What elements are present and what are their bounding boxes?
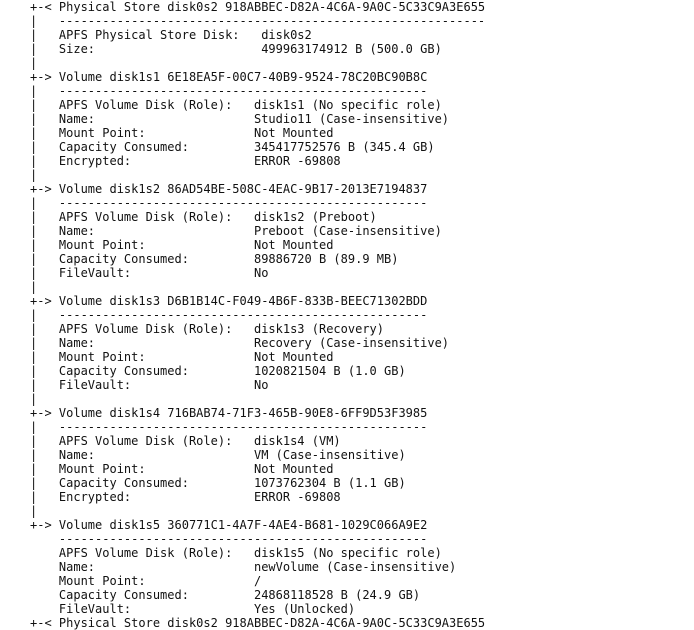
terminal-line: +-> Volume disk1s4 716BAB74-71F3-465B-90E8-6FF9D53F3985 — [30, 406, 428, 420]
terminal-line: | FileVault: No — [30, 378, 269, 392]
terminal-line: | APFS Volume Disk (Role): disk1s4 (VM) — [30, 434, 341, 448]
terminal-line: +-< Physical Store disk0s2 918ABBEC-D82A-4C6A-9A0C-5C33C9A3E655 — [30, 0, 486, 14]
terminal-line: +-> Volume disk1s2 86AD54BE-508C-4EAC-9B17-2013E7194837 — [30, 182, 428, 196]
terminal-line: +-> Volume disk1s5 360771C1-4A7F-4AE4-B681-1029C066A9E2 — [30, 518, 428, 532]
terminal-line: | Mount Point: Not Mounted — [30, 350, 334, 364]
terminal-line: +-> Volume disk1s1 6E18EA5F-00C7-40B9-9524-78C20BC90B8C — [30, 70, 428, 84]
terminal-line: | Mount Point: Not Mounted — [30, 126, 334, 140]
terminal-line: | APFS Volume Disk (Role): disk1s2 (Preboot) — [30, 210, 377, 224]
terminal-line-cutoff: +-< Physical Store disk0s2 918ABBEC-D82A-4C6A-9A0C-5C33C9A3E655 — [30, 616, 486, 630]
terminal-line: | APFS Volume Disk (Role): disk1s3 (Recovery) — [30, 322, 385, 336]
terminal-line: | Size: 499963174912 B (500.0 GB) — [30, 42, 442, 56]
terminal-line: FileVault: Yes (Unlocked) — [30, 602, 356, 616]
terminal-line: Name: newVolume (Case-insensitive) — [30, 560, 457, 574]
terminal-line: | Name: Studio11 (Case-insensitive) — [30, 112, 450, 126]
terminal-line: | Capacity Consumed: 345417752576 B (345.4 GB) — [30, 140, 435, 154]
terminal-line: | --------------------------------------------------- — [30, 420, 428, 434]
terminal-line: | --------------------------------------------------- — [30, 84, 428, 98]
terminal-line: | Encrypted: ERROR -69808 — [30, 154, 341, 168]
terminal-line: | Mount Point: Not Mounted — [30, 238, 334, 252]
terminal-line: Mount Point: / — [30, 574, 262, 588]
terminal-line: | Capacity Consumed: 89886720 B (89.9 MB) — [30, 252, 399, 266]
terminal-line: +-> Volume disk1s3 D6B1B14C-F049-4B6F-833B-BEEC71302BDD — [30, 294, 428, 308]
terminal-line: APFS Volume Disk (Role): disk1s5 (No specific role) — [30, 546, 442, 560]
terminal-line: | — [30, 392, 38, 406]
terminal-line: | — [30, 168, 38, 182]
terminal-line: | Name: VM (Case-insensitive) — [30, 448, 406, 462]
terminal-line: --------------------------------------------------- — [30, 532, 428, 546]
terminal-line: | APFS Volume Disk (Role): disk1s1 (No specific role) — [30, 98, 442, 112]
terminal-line: | — [30, 280, 38, 294]
terminal-line: | Capacity Consumed: 1020821504 B (1.0 GB) — [30, 364, 406, 378]
terminal-line: Capacity Consumed: 24868118528 B (24.9 GB) — [30, 588, 421, 602]
terminal-line: | Capacity Consumed: 1073762304 B (1.1 GB) — [30, 476, 406, 490]
terminal-output — [30, 0, 690, 630]
terminal-line: | --------------------------------------------------- — [30, 196, 428, 210]
terminal-line: | Name: Recovery (Case-insensitive) — [30, 336, 450, 350]
terminal-line: | Name: Preboot (Case-insensitive) — [30, 224, 442, 238]
terminal-line: | Mount Point: Not Mounted — [30, 462, 334, 476]
terminal-line: | Encrypted: ERROR -69808 — [30, 490, 341, 504]
terminal-line: | — [30, 504, 38, 518]
terminal-line: | APFS Physical Store Disk: disk0s2 — [30, 28, 312, 42]
terminal-line: | ----------------------------------------------------------- — [30, 14, 486, 28]
terminal-line: | — [30, 56, 38, 70]
terminal-line: | --------------------------------------------------- — [30, 308, 428, 322]
terminal-line: | FileVault: No — [30, 266, 269, 280]
